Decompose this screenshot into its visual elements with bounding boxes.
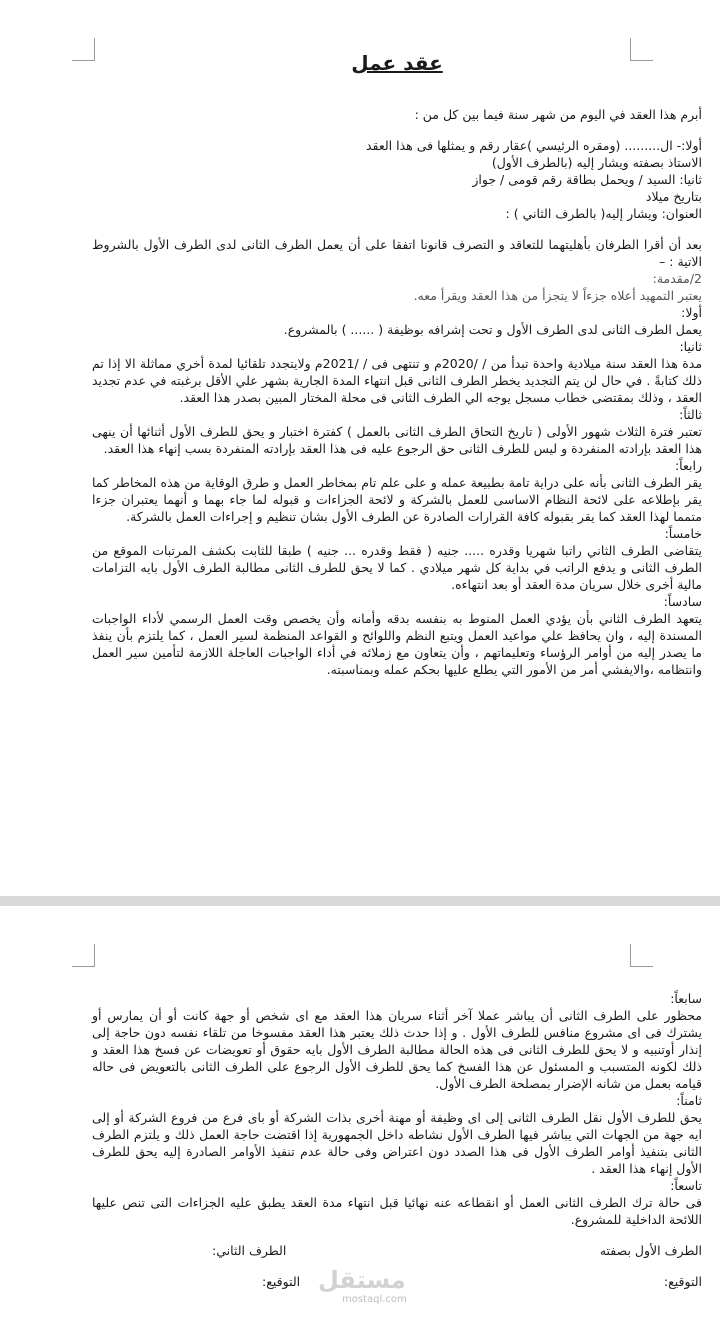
clause-text: يعتبر التمهيد أعلاه جزءاً لا يتجزأ من هذا العقد ويقرأ معه. [413,288,702,303]
party2-line: ثانيا: السيد / ويحمل بطاقة رقم قومى / جواز [472,172,702,187]
contract-intro: أبرم هذا العقد في اليوم من شهر سنة فيما بين كل من : [414,107,702,122]
clause-heading: رابعاً: [674,458,702,473]
preamble-paragraph: بعد أن أقرا الطرفان بأهليتهما للتعاقد و التصرف قانونا اتفقا على أن يعمل الطرف الثانى لدى الطرف الأول بالشروط الاتية : – [92,237,702,269]
site-watermark: مستقل [318,1266,406,1294]
clause-text: يتعهد الطرف الثاني بأن يؤدي العمل المنوط به بنفسه بدقه وأمانه وأن يخصص وقت العمل الرسمي لأداء الواجبات المسندة إليه ، وان يحافظ علي مواعيد العمل ويتبع النظم واللوائح و القواعد المنظمة لسير العمل ، كما يلتزم بأن ينفذ ما يصدر إليه من أوامر الرؤساء وتعليماتهم ، وأن يتعاون مع زملائه في أداء الواجبات العاجلة اللازمة لتأمين سير العمل وانتظامه ،والايفشي أمر من الأمور التي يطلع عليها بحكم عمله وبمناسبته. [92,611,702,677]
party1-line: الاستاذ بصفته ويشار إليه (بالطرف الأول) [491,155,702,170]
document-title: عقد عمل [351,51,443,75]
clause-text: فى حالة ترك الطرف الثانى العمل أو انقطاعه عنه نهائيا قبل انتهاء مدة العقد يطبق عليه الجزاءات التى تنص عليها اللائحة الداخلية للمشروع. [92,1195,702,1227]
clause-text: يعمل الطرف الثانى لدى الطرف الأول و تحت إشرافه بوظيفة ( ...... ) بالمشروع. [283,322,702,337]
second-party-label: الطرف الثاني: [212,1243,287,1258]
party-labels-row [92,1242,702,1259]
clause-text: يتقاضى الطرف الثاني راتبا شهريا وقدره ..... جنيه ( فقط وقدره ... جنيه ) طبقا للثابت بكشف المرتبات الموقع من الطرف الثانى و يدفع الراتب في بداية كل شهر ميلادي . كما لا يحق للطرف الثانى مطالبة الطرف الأول بايه التزامات مالية أخرى خلال سريان مدة العقد أو بعد انتهاءه. [92,543,702,592]
page-1-body [92,50,720,678]
first-party-label: الطرف الأول بصفته [599,1243,702,1258]
second-party-signature-label: التوقيع: [262,1274,301,1289]
clause-text: تعتبر فترة الثلاث شهور الأولى ( تاريخ التحاق الطرف الثانى بالعمل ) كفترة اختبار و يحق للطرف الأول أثنائها أن ينهى هذا العقد بإرادته المنفردة و ليس للطرف الثانى حق الرجوع عليه فى هذا العقد بإرادته المنفردة بسب إنهاء هذا العقد. [92,424,702,456]
clause-heading: ثانيا: [679,339,702,354]
clause-heading: ثالثاً: [679,407,702,422]
clause-heading: ثامناً: [676,1093,702,1108]
page-2-body [92,990,720,1294]
party2-line: بتاريخ ميلاد [645,189,702,204]
clause-text: محظور على الطرف الثانى أن يباشر عملا آخر أثناء سريان هذا العقد مع اى شخص أو جهة كانت أو أن يمارس أو يشترك فى اى مشروع منافس للطرف الأول . و إذا حدث ذلك يعتبر هذا العقد مفسوخا من تلقاء نفسه دون حاجة إلى إنذار أوتنبيه و لا يحق للطرف الثانى فى هذه الحالة مطالبة الطرف الأول بايه حقوق أو تعويضات عن فسخ هذا العقد و ذلك لكونه المتسبب و المسئول عن هذا الفسخ كما يحق للطرف الأول الرجوع على الطرف الثانى بالتعويض فى حاله قيامه بعمل من شانه الإضرار بمصلحة الطرف الأول. [92,1008,702,1091]
clause-text: يقر الطرف الثانى بأنه على دراية تامة بطبيعة عمله و على علم تام بمخاطر العمل و طرق الوقاية من هذه المخاطر كما يقر بإطلاعه على لائحة النظام الاساسى للعمل بالشركة و لائحة الجزاءات و قبوله لما جاء بهما و أنهما يعتبران جزءا متمما لهذا العقد كما يقر بقبوله كافة القرارات الصادرة عن الطرف الأول بشان تنظيم و إجراءات العمل بالشركة. [92,475,702,524]
first-party-signature-label: التوقيع: [663,1274,702,1289]
clause-heading: سادساً: [663,594,702,609]
clause-heading: خامساً: [664,526,702,541]
clause-text: مدة هذا العقد سنة ميلادية واحدة تبدأ من / /2020م و تنتهى فى / /2021م ولايتجدد تلقائيا لمدة أخري مماثلة الا إذا تم ذلك كتابةً . في حال لن يتم التجديد يخطر الطرف الثانى قبل انتهاء المدة الجارية بشهر علي الأقل برغبته في عدم تجديد العقد ، وذلك بمقتضى خطاب مسجل يوجه الي الطرف الثانى فى محلة المختار المبين بصدر هذا العقد. [92,356,703,405]
clause-heading: سابعاً: [670,991,702,1006]
margin-corner-mark [630,944,653,967]
margin-corner-mark [72,944,95,967]
party1-line: أولا:- ال......... (ومقره الرئيسي )عقار رقم و يمثلها فى هذا العقد [365,138,702,153]
party2-address: العنوان: ويشار إليه( بالطرف الثاني ) : [505,206,702,221]
clause-heading: أولا: [681,305,702,320]
clause-heading: تاسعاً: [670,1178,702,1193]
clause-heading: 2/مقدمة: [652,271,702,286]
clause-text: يحق للطرف الأول نقل الطرف الثانى إلى اى وظيفة أو مهنة أخرى بذات الشركة أو باى فرع من فروع الشركة أو إلى ايه جهة من الجهات التي يباشر فيها الطرف الأول نشاطه داخل الجمهورية إذا اقتضت حاجة العمل ذلك و يلتزم الطرف الثانى بتنفيذ أوامر الطرف الأول فى هذا الصدد دون اعتراض وفى حالة عدم تنفيذ الأوامر الصادرة إليه يحق للطرف الأول إنهاء هذا العقد . [92,1110,702,1176]
site-watermark-url: mostaql.com [342,1294,407,1305]
